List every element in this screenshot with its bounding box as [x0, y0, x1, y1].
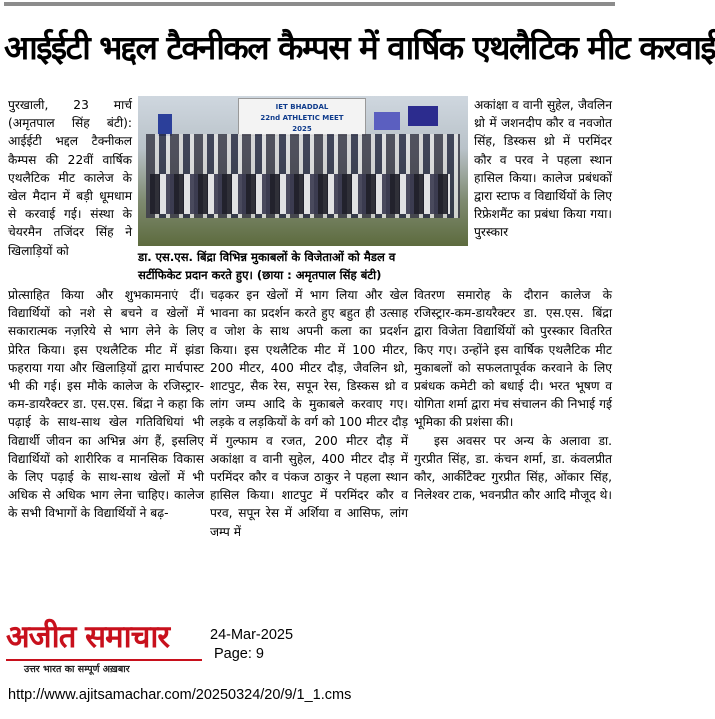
paragraph: प्रोत्साहित किया और शुभकामनाएं दीं। विद्यार्थियों को नशे से बचने व खेलों में सकारात्मक नज़रिये से भाग लेने के लिए प्रेरित किया। इस एथलैटिक मीट में झंडा फहराया गया और खिलाड़ियों द्वारा मार्चपास्ट भी की गई। इस मौके कालेज के रजिस्ट्रार-कम-डायरैक्टर डा. एस.एस. बिंद्रा ने कहा कि पढ़ाई के साथ-साथ खेल गतिविधियां भी विद्यार्थी जीवन का अभिन्न अंग हैं, इसलिए विद्यार्थियों को शारीरिक व मानसिक विकास के लिए पढ़ाई के साथ-साथ खेलों में भी अधिक से अधिक भाग लेना चाहिए। कालेज के सभी विभागों के विद्यार्थियों ने बढ़- [8, 288, 204, 521]
logo-underline [6, 659, 202, 661]
banner-line: 2025 [292, 125, 312, 133]
paragraph: पुरखाली, 23 मार्च (अमृतपाल सिंह बंटी): आईईटी भद्दल टैक्नीकल कैम्पस की 22वीं वार्षिक एथलैटिक मीट कालेज के खेल मैदान में बड़ी धूमधाम से करवाई गई। संस्था के चेयरमैन तजिंदर सिंह ने खिलाड़ियों को [8, 98, 132, 258]
edition-date: 24-Mar-2025 [210, 627, 294, 643]
article-column-1-top [8, 96, 132, 284]
paragraph: इस अवसर पर अन्य के अलावा डा. गुरप्रीत सिंह, डा. कंचन शर्मा, डा. कंवलप्रीत कौर, आर्कीटैक्ट गुरप्रीत सिंह, ओंकार सिंह, निलेश्वर टाक, भवनप्रीत कौर आदि मौजूद थे। [414, 433, 612, 503]
flag-icon [158, 114, 172, 136]
photo-group-front [150, 174, 450, 214]
paragraph: अकांक्षा व वानी सुहेल, जैवलिन थ्रो में जशनदीप कौर व नवजोत सिंह, डिस्कस थ्रो में परमिंदर कौर व परव ने पहला स्थान हासिल किया। कालेज प्रबंधकों द्वारा स्टाफ व विद्यार्थियों के लिए रिफ्रेशमैंट का प्रबंधा किया गया। पुरस्कार [474, 98, 612, 240]
banner-line: 22nd ATHLETIC MEET [260, 114, 344, 122]
source-url[interactable]: http://www.ajitsamachar.com/20250324/20/9/1_1.cms [8, 687, 352, 703]
news-photo [138, 96, 468, 246]
caption-line: सर्टीफिकेट प्रदान करते हुए। (छाया : अमृतपाल सिंह बंटी) [138, 268, 382, 282]
paragraph: वितरण समारोह के दौरान कालेज के रजिस्ट्रार-कम-डायरैक्टर डा. एस.एस. बिंद्रा द्वारा विजेता विद्यार्थियों को पुरस्कार वितरित किए गए। उन्होंने इस वार्षिक एथलैटिक मीट मुकाबलों को सफलतापूर्वक करवाने के लिए प्रबंधक कमेटी को बधाई दी। भरत भूषण व योगिता शर्मा द्वारा मंच संचालन की निभाई गई भूमिका की प्रशंसा की। [414, 288, 612, 430]
article-column-3-bottom [414, 286, 612, 618]
headline: आईईटी भद्दल टैक्नीकल कैम्पस में वार्षिक एथलैटिक मीट करवाई [4, 28, 715, 67]
top-rule [4, 2, 615, 6]
photo-banner [238, 98, 366, 136]
banner-line: IET BHADDAL [275, 103, 329, 111]
photo-caption [138, 248, 468, 286]
flag-icon [374, 112, 400, 130]
article-column-2 [210, 286, 408, 618]
flag-icon [408, 106, 438, 126]
article-column-3-top [474, 96, 612, 284]
caption-line: डा. एस.एस. बिंद्रा विभिन्न मुकाबलों के विजेताओं को मैडल व [138, 250, 396, 264]
newspaper-tagline: उत्तर भारत का सम्पूर्ण अख़बार [24, 664, 130, 675]
paragraph: चढ़कर इन खेलों में भाग लिया और खेल भावना का प्रदर्शन करते हुए बहुत ही उत्साह व जोश के साथ अपनी कला का प्रदर्शन किया। इस एथलैटिक मीट में 100 मीटर, 200 मीटर, 400 मीटर दौड़, जैवलिन थ्रो, शाटपुट, सैक रेस, सपून रेस, डिस्कस थ्रो व लांग जम्प आदि के मुकाबले करवाए गए। लड़के व लड़कियों के वर्ग को 100 मीटर दौड़ में गुल्फाम व रजत, 200 मीटर दौड़ में अकांक्षा व वानी सुहेल, 400 मीटर दौड़ में परमिंदर कौर व पंकज ठाकुर ने पहला स्थान हासिल किया। शाटपुट में परमिंदर कौर व परव, सपून रेस में अर्शिया व आसिफ, लांग जम्प में [210, 288, 408, 539]
article-column-1-bottom [8, 286, 204, 618]
newspaper-logo: अजीत समाचार [6, 619, 170, 655]
page-number: Page: 9 [214, 646, 264, 662]
